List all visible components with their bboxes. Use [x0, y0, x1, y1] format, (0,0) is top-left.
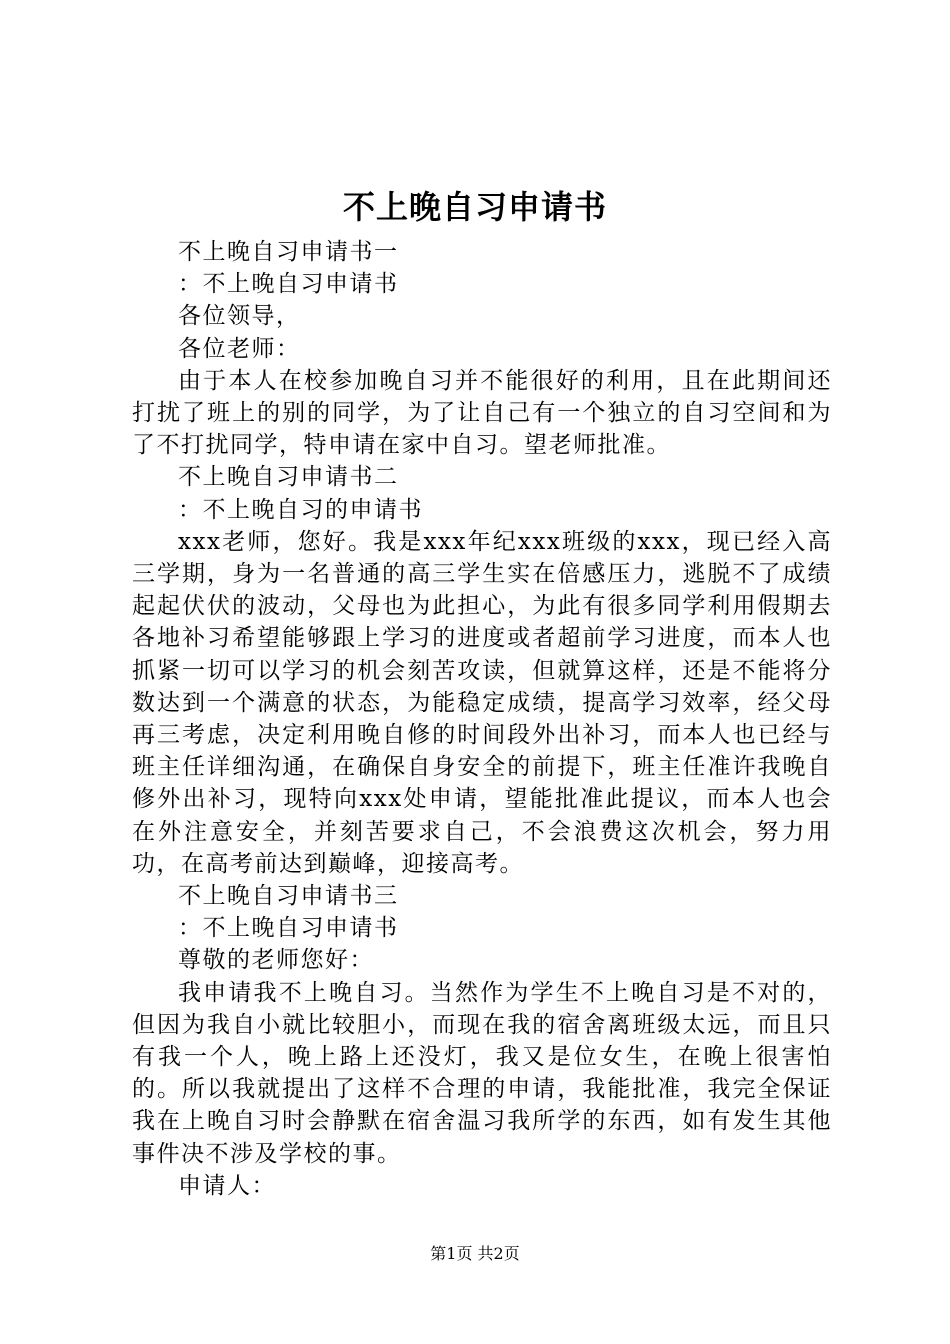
section-1-salutation-leaders: 各位领导，: [178, 303, 301, 330]
section-1-salutation-teachers: 各位老师：: [178, 335, 301, 362]
section-2-heading: 不上晚自习申请书二: [178, 464, 399, 491]
document-title: 不上晚自习申请书: [342, 188, 607, 226]
signature-label: 申请人：: [178, 1172, 276, 1199]
section-2-subheading: ：不上晚自习的申请书: [178, 496, 423, 523]
section-2-paragraph: xxx老师，您好。我是xxx年纪xxx班级的xxx，现已经入高三学期，身为一名普通的高三学生实在倍感压力，逃脱不了成绩起起伏伏的波动，父母也为此担心，为此有很多同学利用假期去各地补习希望能够跟上学习的进度或者超前学习进度，而本人也抓紧一切可以学习的机会刻苦攻读，但就算这样，还是不能将分数达到一个满意的状态，为能稳定成绩，提高学习效率，经父母再三考虑，决定利用晚自修的时间段外出补习，而本人也已经与班主任详细沟通，在确保自身安全的前提下，班主任准许我晚自修外出补习，现特向xxx处申请，望能批准此提议，而本人也会在外注意安全，并刻苦要求自己，不会浪费这次机会，努力用功，在高考前达到巅峰，迎接高考。: [132, 528, 832, 877]
document-body: [132, 236, 832, 1202]
section-3-salutation: 尊敬的老师您好：: [178, 947, 374, 974]
section-1-heading: 不上晚自习申请书一: [178, 239, 399, 265]
section-3-heading: 不上晚自习申请书三: [178, 883, 399, 910]
page-footer: 第1页 共2页: [430, 1244, 520, 1263]
section-3-subheading: ：不上晚自习申请书: [178, 915, 399, 942]
section-1-paragraph: 由于本人在校参加晚自习并不能很好的利用，且在此期间还打扰了班上的别的同学，为了让自己有一个独立的自习空间和为了不打扰同学，特申请在家中自习。望老师批准。: [132, 367, 832, 459]
section-1-subheading: ：不上晚自习申请书: [178, 271, 399, 298]
section-3-paragraph: 我申请我不上晚自习。当然作为学生不上晚自习是不对的，但因为我自小就比较胆小，而现在我的宿舍离班级太远，而且只有我一个人，晚上路上还没灯，我又是位女生，在晚上很害怕的。所以我就提出了这样不合理的申请，我能批准，我完全保证我在上晚自习时会静默在宿舍温习我所学的东西，如有发生其他事件决不涉及学校的事。: [132, 979, 832, 1167]
